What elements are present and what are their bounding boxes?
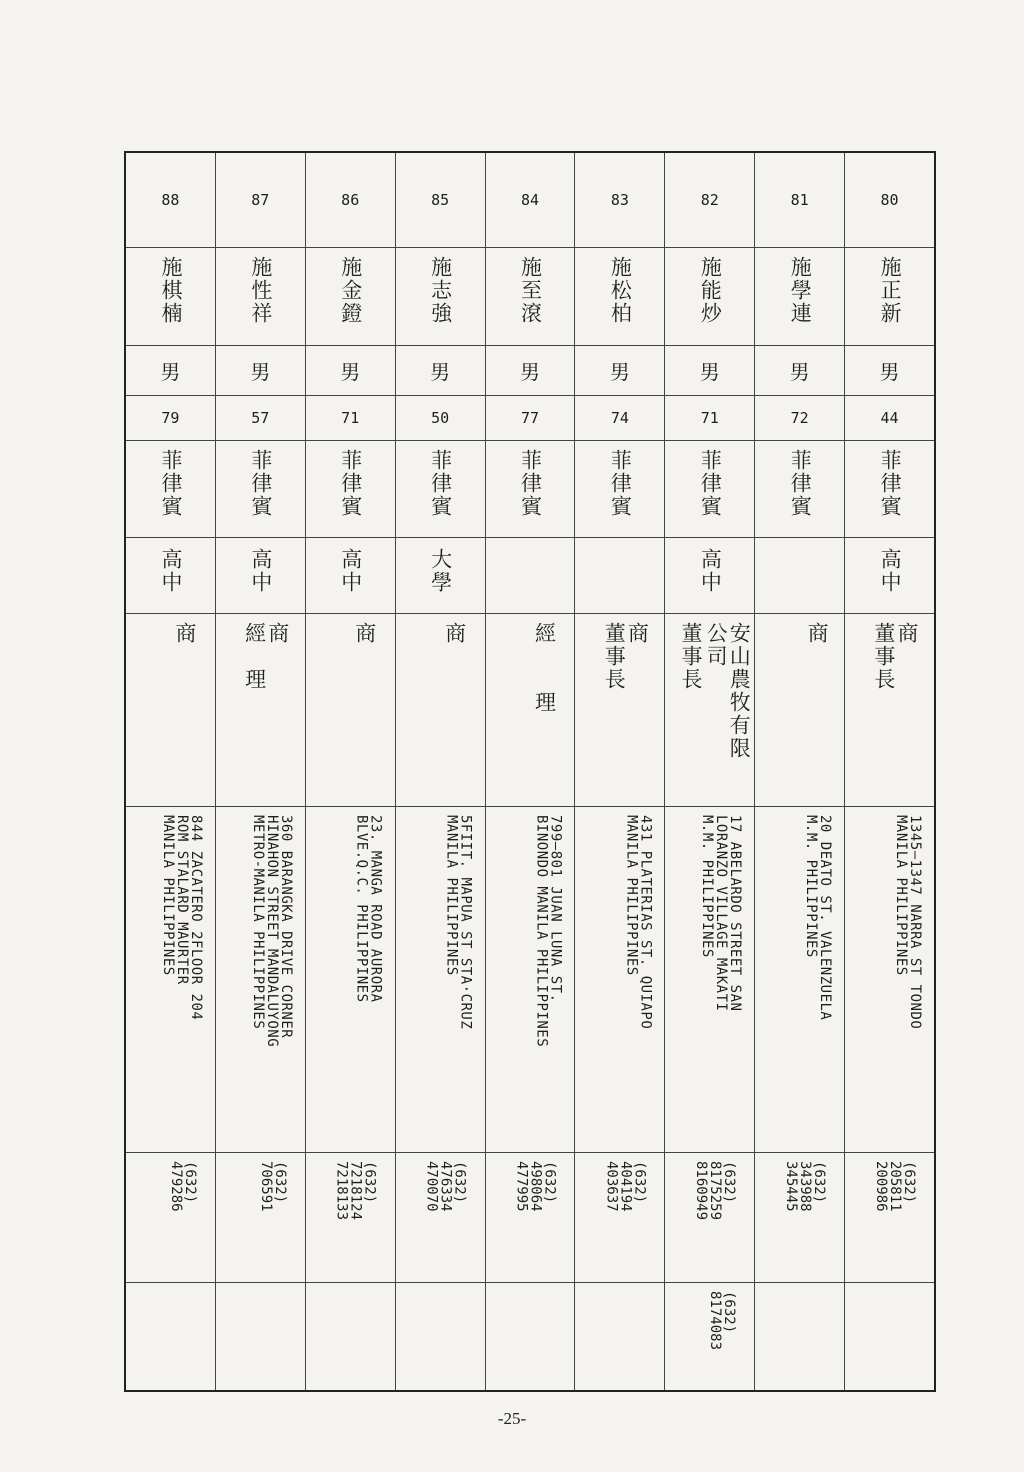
nationality-cell <box>755 441 844 538</box>
record-83 <box>574 153 664 1390</box>
education-cell <box>306 538 395 614</box>
address-line: ROM STALARD MAURTER <box>173 815 190 985</box>
record-number: 88 <box>161 191 180 209</box>
occupation-cell <box>575 614 664 807</box>
age: 77 <box>520 409 540 427</box>
record-number: 81 <box>790 191 809 209</box>
record-80 <box>844 153 934 1390</box>
education: 高中 <box>878 548 903 594</box>
sex-cell <box>486 346 575 396</box>
phone-line: 706591 <box>257 1161 274 1212</box>
age-cell <box>575 396 664 441</box>
phone-line: (632) <box>181 1161 198 1204</box>
phone-cell <box>845 1153 934 1283</box>
record-number-cell <box>486 153 575 248</box>
occupation-line: 商 <box>352 622 377 645</box>
sex: 男 <box>519 360 540 384</box>
address-line: MANILA PHILIPPINES <box>159 815 176 976</box>
record-number-cell <box>845 153 934 248</box>
age: 74 <box>610 409 629 427</box>
education: 大學 <box>428 548 453 594</box>
phone-cell <box>126 1153 215 1283</box>
sex: 男 <box>250 360 271 384</box>
record-number: 84 <box>520 191 540 209</box>
person-name: 施松柏 <box>608 256 633 325</box>
address-line: M.M. PHILIPPINES <box>803 815 820 958</box>
phone-line: 404194 <box>617 1161 634 1212</box>
occupation-line: 公司 <box>704 622 729 668</box>
name-cell <box>755 248 844 346</box>
occupation-line: 商 <box>265 622 290 645</box>
education-cell <box>126 538 215 614</box>
age-cell <box>665 396 754 441</box>
record-number: 87 <box>251 191 270 209</box>
fax-cell <box>306 1283 395 1390</box>
name-cell <box>126 248 215 346</box>
age: 72 <box>790 409 809 427</box>
fax-cell <box>755 1283 844 1390</box>
nationality-cell <box>845 441 934 538</box>
record-number-cell <box>575 153 664 248</box>
address-line: MANILA PHILIPPINES <box>623 815 640 976</box>
age-cell <box>306 396 395 441</box>
nationality-cell <box>665 441 754 538</box>
fax-cell <box>845 1283 934 1390</box>
nationality: 菲律賓 <box>878 449 903 518</box>
address-line: 1345—1347 NARRA ST TONDO <box>907 815 923 1030</box>
name-cell <box>845 248 934 346</box>
person-name: 施志強 <box>428 256 453 325</box>
occupation-line: 董事長 <box>679 622 704 691</box>
occupation-line: 經 理 <box>532 622 557 714</box>
phone-line: (632) <box>721 1161 738 1204</box>
phone-cell <box>306 1153 395 1283</box>
occupation-line: 商 <box>172 622 197 645</box>
record-number: 80 <box>880 191 899 209</box>
sex: 男 <box>430 360 451 384</box>
name-cell <box>216 248 305 346</box>
nationality: 菲律賓 <box>518 449 543 518</box>
sex-cell <box>755 346 844 396</box>
address-cell <box>845 807 934 1153</box>
address-cell <box>486 807 575 1153</box>
phone-line: (632) <box>631 1161 648 1204</box>
address-line: BINONDO MANILA PHILIPPINES <box>533 815 550 1048</box>
occupation-line: 經 理 <box>242 622 267 691</box>
nationality-cell <box>486 441 575 538</box>
age-cell <box>486 396 575 441</box>
record-number-cell <box>126 153 215 248</box>
address-cell <box>575 807 664 1153</box>
occupation-cell <box>396 614 485 807</box>
sex: 男 <box>609 360 630 384</box>
sex-cell <box>665 346 754 396</box>
record-86 <box>305 153 395 1390</box>
age: 71 <box>341 409 360 427</box>
nationality: 菲律賓 <box>338 449 363 518</box>
roster-table <box>124 151 936 1392</box>
address-cell <box>126 807 215 1153</box>
record-87 <box>215 153 305 1390</box>
address-line: HINAHON STREET MANDALUYONG <box>263 815 280 1048</box>
address-cell <box>665 807 754 1153</box>
education: 高中 <box>338 548 363 594</box>
phone-line: 498064 <box>527 1161 544 1212</box>
sex: 男 <box>699 360 720 384</box>
record-number-cell <box>665 153 754 248</box>
address-line: M.M. PHILIPPINES <box>699 815 716 958</box>
phone-cell <box>216 1153 305 1283</box>
phone-cell <box>486 1153 575 1283</box>
sex-cell <box>575 346 664 396</box>
phone-line: 477995 <box>513 1161 530 1212</box>
education-cell <box>755 538 844 614</box>
record-number: 86 <box>341 191 360 209</box>
sex: 男 <box>160 360 181 384</box>
phone-line: (632) <box>361 1161 378 1204</box>
nationality: 菲律賓 <box>248 449 273 518</box>
age: 57 <box>251 409 270 427</box>
record-82 <box>664 153 754 1390</box>
phone-line: 345445 <box>783 1161 800 1212</box>
phone-line: 7218124 <box>347 1161 364 1221</box>
name-cell <box>306 248 395 346</box>
address-cell <box>755 807 844 1153</box>
nationality-cell <box>396 441 485 538</box>
phone-line: 8175259 <box>707 1161 724 1221</box>
address-line: 17 ABELARDO STREET SAN <box>727 815 744 1012</box>
record-number: 82 <box>700 191 719 209</box>
record-88 <box>126 153 215 1390</box>
fax-cell <box>396 1283 485 1390</box>
person-name: 施棋楠 <box>158 256 183 325</box>
address-line: MANILA PHILIPPINES <box>893 815 909 976</box>
fax-cell <box>665 1283 754 1390</box>
phone-line: 8160949 <box>693 1161 710 1221</box>
phone-line: 205811 <box>887 1161 903 1212</box>
age-cell <box>396 396 485 441</box>
fax-cell <box>216 1283 305 1390</box>
occupation-line: 安山農牧有限 <box>727 622 752 760</box>
age: 44 <box>880 409 899 427</box>
phone-line: 343988 <box>797 1161 814 1212</box>
address-line: 20 DEATO ST. VALENZUELA <box>817 815 834 1021</box>
occupation-line: 董事長 <box>602 622 627 691</box>
nationality-cell <box>216 441 305 538</box>
person-name: 施學連 <box>788 256 813 325</box>
sex: 男 <box>340 360 361 384</box>
record-number-cell <box>755 153 844 248</box>
address-line: 431 PLATERIAS ST. QUIAPO <box>637 815 654 1030</box>
education: 高中 <box>158 548 183 594</box>
occupation-line: 董事長 <box>871 622 896 691</box>
record-number-cell <box>396 153 485 248</box>
occupation-cell <box>126 614 215 807</box>
occupation-cell <box>306 614 395 807</box>
occupation-cell <box>216 614 305 807</box>
occupation-line: 商 <box>895 622 919 645</box>
record-number-cell <box>216 153 305 248</box>
person-name: 施性祥 <box>248 256 273 325</box>
phone-cell <box>665 1153 754 1283</box>
age-cell <box>755 396 844 441</box>
fax-line: (632) <box>721 1291 738 1334</box>
name-cell <box>396 248 485 346</box>
person-name: 施能炒 <box>698 256 723 325</box>
age-cell <box>126 396 215 441</box>
age: 79 <box>161 409 180 427</box>
record-84 <box>485 153 575 1390</box>
fax-cell <box>575 1283 664 1390</box>
nationality: 菲律賓 <box>158 449 183 518</box>
phone-line: 200986 <box>873 1161 889 1212</box>
sex-cell <box>126 346 215 396</box>
record-81 <box>754 153 844 1390</box>
sex: 男 <box>789 360 810 384</box>
nationality: 菲律賓 <box>788 449 813 518</box>
phone-line: 403637 <box>603 1161 620 1212</box>
phone-line: (632) <box>271 1161 288 1204</box>
nationality: 菲律賓 <box>608 449 633 518</box>
education: 高中 <box>698 548 723 594</box>
education-cell <box>665 538 754 614</box>
age-cell <box>845 396 934 441</box>
record-number-cell <box>306 153 395 248</box>
record-number: 83 <box>610 191 629 209</box>
sex-cell <box>845 346 934 396</box>
age: 50 <box>431 409 450 427</box>
phone-line: (632) <box>541 1161 558 1204</box>
education: 高中 <box>248 548 273 594</box>
nationality-cell <box>306 441 395 538</box>
occupation-cell <box>665 614 754 807</box>
phone-line: (632) <box>901 1161 917 1204</box>
phone-line: 479286 <box>167 1161 184 1212</box>
page-number: -25- <box>497 1409 527 1428</box>
phone-line: (632) <box>811 1161 828 1204</box>
age: 71 <box>700 409 719 427</box>
occupation-cell <box>845 614 934 807</box>
address-line: MANILA PHILIPPINES <box>443 815 460 976</box>
address-cell <box>396 807 485 1153</box>
record-number: 85 <box>431 191 450 209</box>
name-cell <box>575 248 664 346</box>
name-cell <box>486 248 575 346</box>
nationality-cell <box>575 441 664 538</box>
phone-cell <box>755 1153 844 1283</box>
address-line: 360 BARANGKA DRIVE CORNER <box>277 815 294 1039</box>
occupation-cell <box>755 614 844 807</box>
sex: 男 <box>879 360 900 384</box>
sex-cell <box>216 346 305 396</box>
education-cell <box>486 538 575 614</box>
sex-cell <box>306 346 395 396</box>
address-line: METRO-MANILA PHILIPPINES <box>249 815 266 1030</box>
address-line: 844 ZACATERO 2FLOOR 204 <box>187 815 204 1021</box>
occupation-line: 商 <box>805 622 830 645</box>
address-line: LORANZO VILLAGE MAKATI <box>713 815 730 1012</box>
person-name: 施正新 <box>878 256 903 325</box>
education-cell <box>396 538 485 614</box>
nationality: 菲律賓 <box>428 449 453 518</box>
nationality-cell <box>126 441 215 538</box>
address-line: 799—801 JUAN LUNA ST. <box>547 815 564 1003</box>
phone-line: (632) <box>451 1161 468 1204</box>
phone-line: 7218133 <box>333 1161 350 1221</box>
education-cell <box>575 538 664 614</box>
fax-line: 8174083 <box>707 1291 724 1351</box>
address-line: BLVE.Q.C. PHILIPPINES <box>353 815 370 1003</box>
nationality: 菲律賓 <box>698 449 723 518</box>
address-line: 23. MANGA ROAD AURORA <box>367 815 384 1003</box>
address-cell <box>306 807 395 1153</box>
sex-cell <box>396 346 485 396</box>
phone-line: 470070 <box>423 1161 440 1212</box>
occupation-cell <box>486 614 575 807</box>
phone-cell <box>575 1153 664 1283</box>
fax-cell <box>126 1283 215 1390</box>
fax-cell <box>486 1283 575 1390</box>
name-cell <box>665 248 754 346</box>
education-cell <box>845 538 934 614</box>
person-name: 施金鐙 <box>338 256 363 325</box>
occupation-line: 商 <box>442 622 467 645</box>
education-cell <box>216 538 305 614</box>
record-85 <box>395 153 485 1390</box>
address-cell <box>216 807 305 1153</box>
age-cell <box>216 396 305 441</box>
occupation-line: 商 <box>625 622 650 645</box>
address-line: 5FIIT. MAPUA ST STA·CRUZ <box>457 815 474 1030</box>
phone-cell <box>396 1153 485 1283</box>
person-name: 施至滾 <box>518 256 543 325</box>
phone-line: 476334 <box>437 1161 454 1212</box>
